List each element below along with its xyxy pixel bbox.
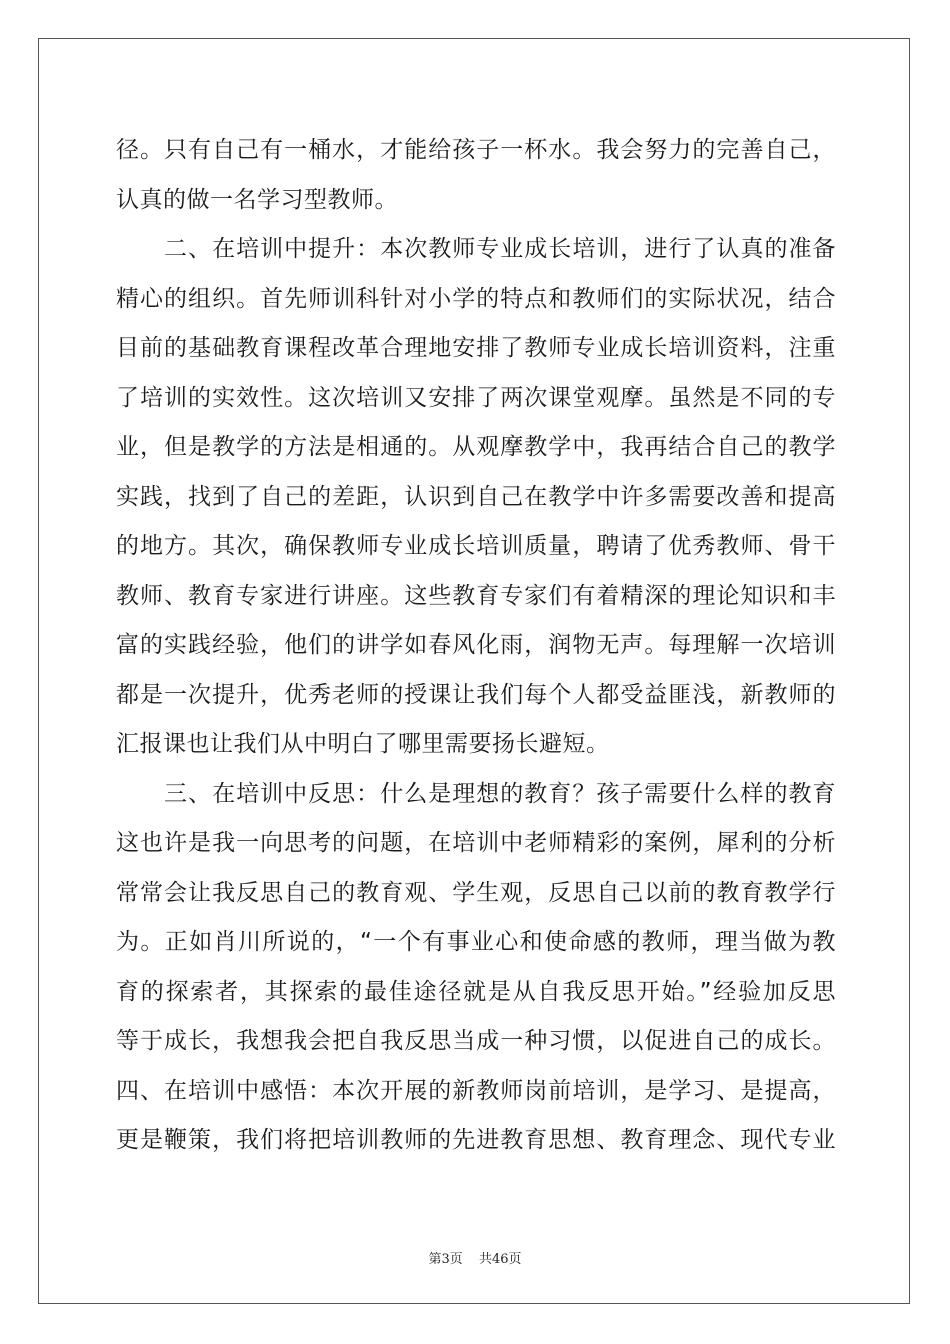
text-line: 为。正如肖川所说的，“一个有事业心和使命感的教师，理当做为教: [116, 929, 836, 955]
text-line: 汇报课也让我们从中明白了哪里需要扬长避短。: [116, 731, 610, 757]
text-line: 了培训的实效性。这次培训又安排了两次课堂观摩。虽然是不同的专: [116, 384, 836, 411]
text-line: 四、在培训中感悟：本次开展的新教师岗前培训，是学习、是提高，: [116, 1077, 836, 1104]
document-body: [116, 126, 836, 1166]
text-line: 育的探索者，其探索的最佳途径就是从自我反思开始。”经验加反思: [116, 978, 836, 1005]
text-line: 精心的组织。首先师训科针对小学的特点和教师们的实际状况，结合: [116, 285, 836, 312]
text-line: 更是鞭策，我们将把培训教师的先进教育思想、教育理念、现代专业: [116, 1127, 836, 1153]
text-line: 等于成长，我想我会把自我反思当成一种习惯，以促进自己的成长。: [116, 1028, 836, 1054]
text-line: 目前的基础教育课程改革合理地安排了教师专业成长培训资料，注重: [116, 335, 836, 361]
text-line: 常常会让我反思自己的教育观、学生观，反思自己以前的教育教学行: [116, 879, 836, 906]
text-line: 的地方。其次，确保教师专业成长培训质量，聘请了优秀教师、骨干: [116, 533, 836, 559]
text-line: 径。只有自己有一桶水，才能给孩子一杯水。我会努力的完善自己，: [116, 137, 836, 163]
page-number: 第3页: [428, 1252, 463, 1267]
page-total: 共46页: [478, 1252, 522, 1267]
text-line: 都是一次提升，优秀老师的授课让我们每个人都受益匪浅，新教师的: [116, 681, 836, 708]
text-line: 认真的做一名学习型教师。: [116, 186, 398, 213]
text-line: 二、在培训中提升：本次教师专业成长培训，进行了认真的准备: [116, 236, 836, 262]
text-line: 这也许是我一向思考的问题，在培训中老师精彩的案例，犀利的分析: [116, 830, 836, 856]
text-line: 富的实践经验，他们的讲学如春风化雨，润物无声。每理解一次培训: [116, 632, 836, 658]
text-line: 实践，找到了自己的差距，认识到自己在教学中许多需要改善和提高: [116, 483, 836, 510]
text-line: 教师、教育专家进行讲座。这些教育专家们有着精深的理论知识和丰: [116, 582, 836, 609]
text-line: 三、在培训中反思：什么是理想的教育？孩子需要什么样的教育: [116, 780, 836, 807]
page-footer: [0, 1248, 950, 1267]
text-line: 业，但是教学的方法是相通的。从观摩教学中，我再结合自己的教学: [116, 434, 836, 460]
